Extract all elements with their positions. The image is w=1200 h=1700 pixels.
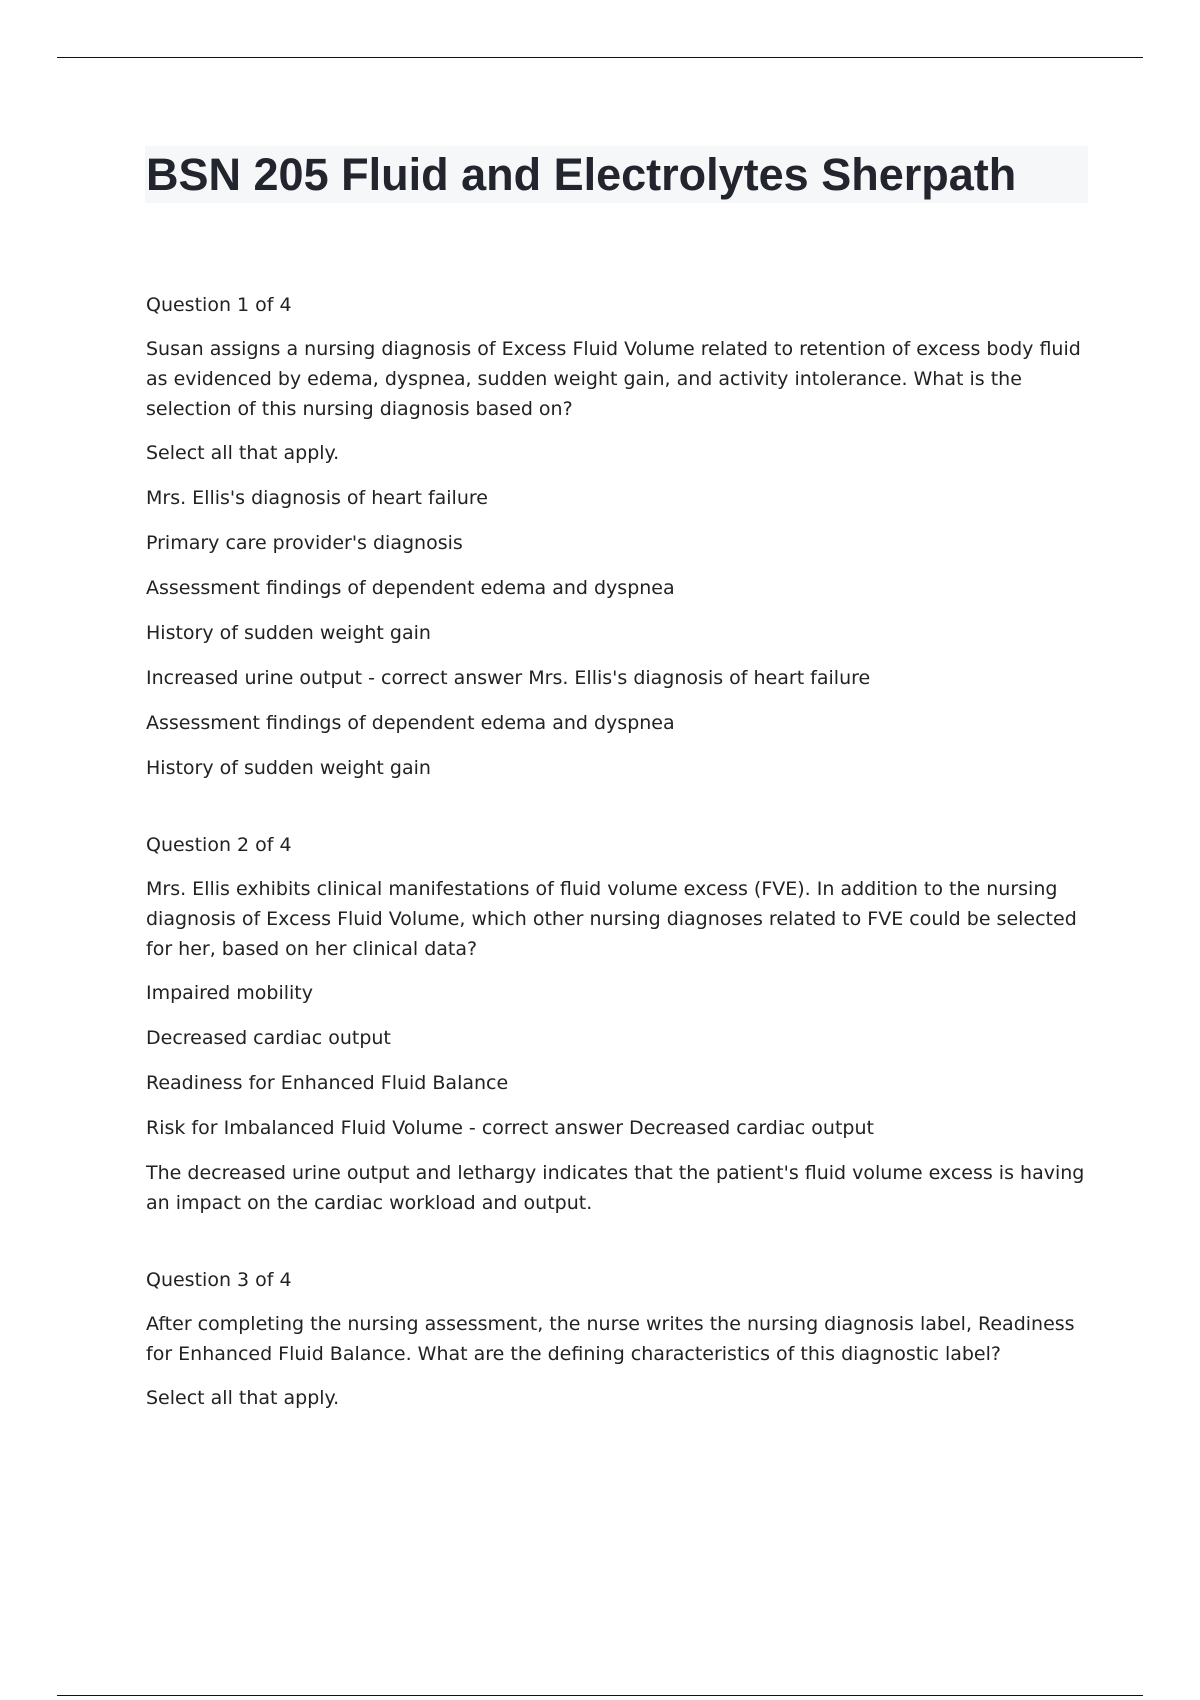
answer-option: Mrs. Ellis's diagnosis of heart failure	[146, 487, 488, 509]
answer-option: History of sudden weight gain	[146, 622, 431, 644]
answer-option-with-correct-answer: Risk for Imbalanced Fluid Volume - correct answer Decreased cardiac output	[146, 1117, 874, 1139]
question-2	[146, 830, 1106, 1218]
question-label: Question 1 of 4	[146, 294, 292, 316]
answer-option-with-correct-answer: Increased urine output - correct answer Mrs. Ellis's diagnosis of heart failure	[146, 667, 871, 689]
question-label: Question 3 of 4	[146, 1269, 292, 1291]
correct-answer-line: History of sudden weight gain	[146, 757, 431, 779]
answer-option: Readiness for Enhanced Fluid Balance	[146, 1072, 509, 1094]
answer-option: Primary care provider's diagnosis	[146, 532, 463, 554]
bottom-rule	[57, 1695, 1143, 1696]
question-1	[146, 290, 1106, 783]
document-body	[146, 290, 1106, 1428]
answer-option: Impaired mobility	[146, 982, 314, 1004]
question-3	[146, 1265, 1106, 1413]
top-rule	[57, 57, 1143, 58]
rationale: The decreased urine output and lethargy indicates that the patient's fluid volume excess is having an impact on the cardiac workload and output.	[146, 1162, 1085, 1214]
question-line: Select all that apply.	[146, 1387, 340, 1409]
answer-option: Decreased cardiac output	[146, 1027, 391, 1049]
page-title: BSN 205 Fluid and Electrolytes Sherpath	[146, 149, 1017, 200]
question-text: Mrs. Ellis exhibits clinical manifestations of fluid volume excess (FVE). In addition to the nursing diagnosis of Excess Fluid Volume, which other nursing diagnoses related to FVE could be selected for her, based on her clinical data?	[146, 878, 1077, 960]
correct-answer-line: Assessment findings of dependent edema and dyspnea	[146, 712, 675, 734]
question-text: Susan assigns a nursing diagnosis of Excess Fluid Volume related to retention of excess body fluid as evidenced by edema, dyspnea, sudden weight gain, and activity intolerance. What is the selection of this nursing diagnosis based on?	[146, 338, 1081, 420]
question-line: Select all that apply.	[146, 442, 340, 464]
answer-option: Assessment findings of dependent edema and dyspnea	[146, 577, 675, 599]
question-label: Question 2 of 4	[146, 834, 292, 856]
question-text: After completing the nursing assessment, the nurse writes the nursing diagnosis label, Readiness for Enhanced Fluid Balance. What are the defining characteristics of this diagnostic label?	[146, 1313, 1075, 1365]
